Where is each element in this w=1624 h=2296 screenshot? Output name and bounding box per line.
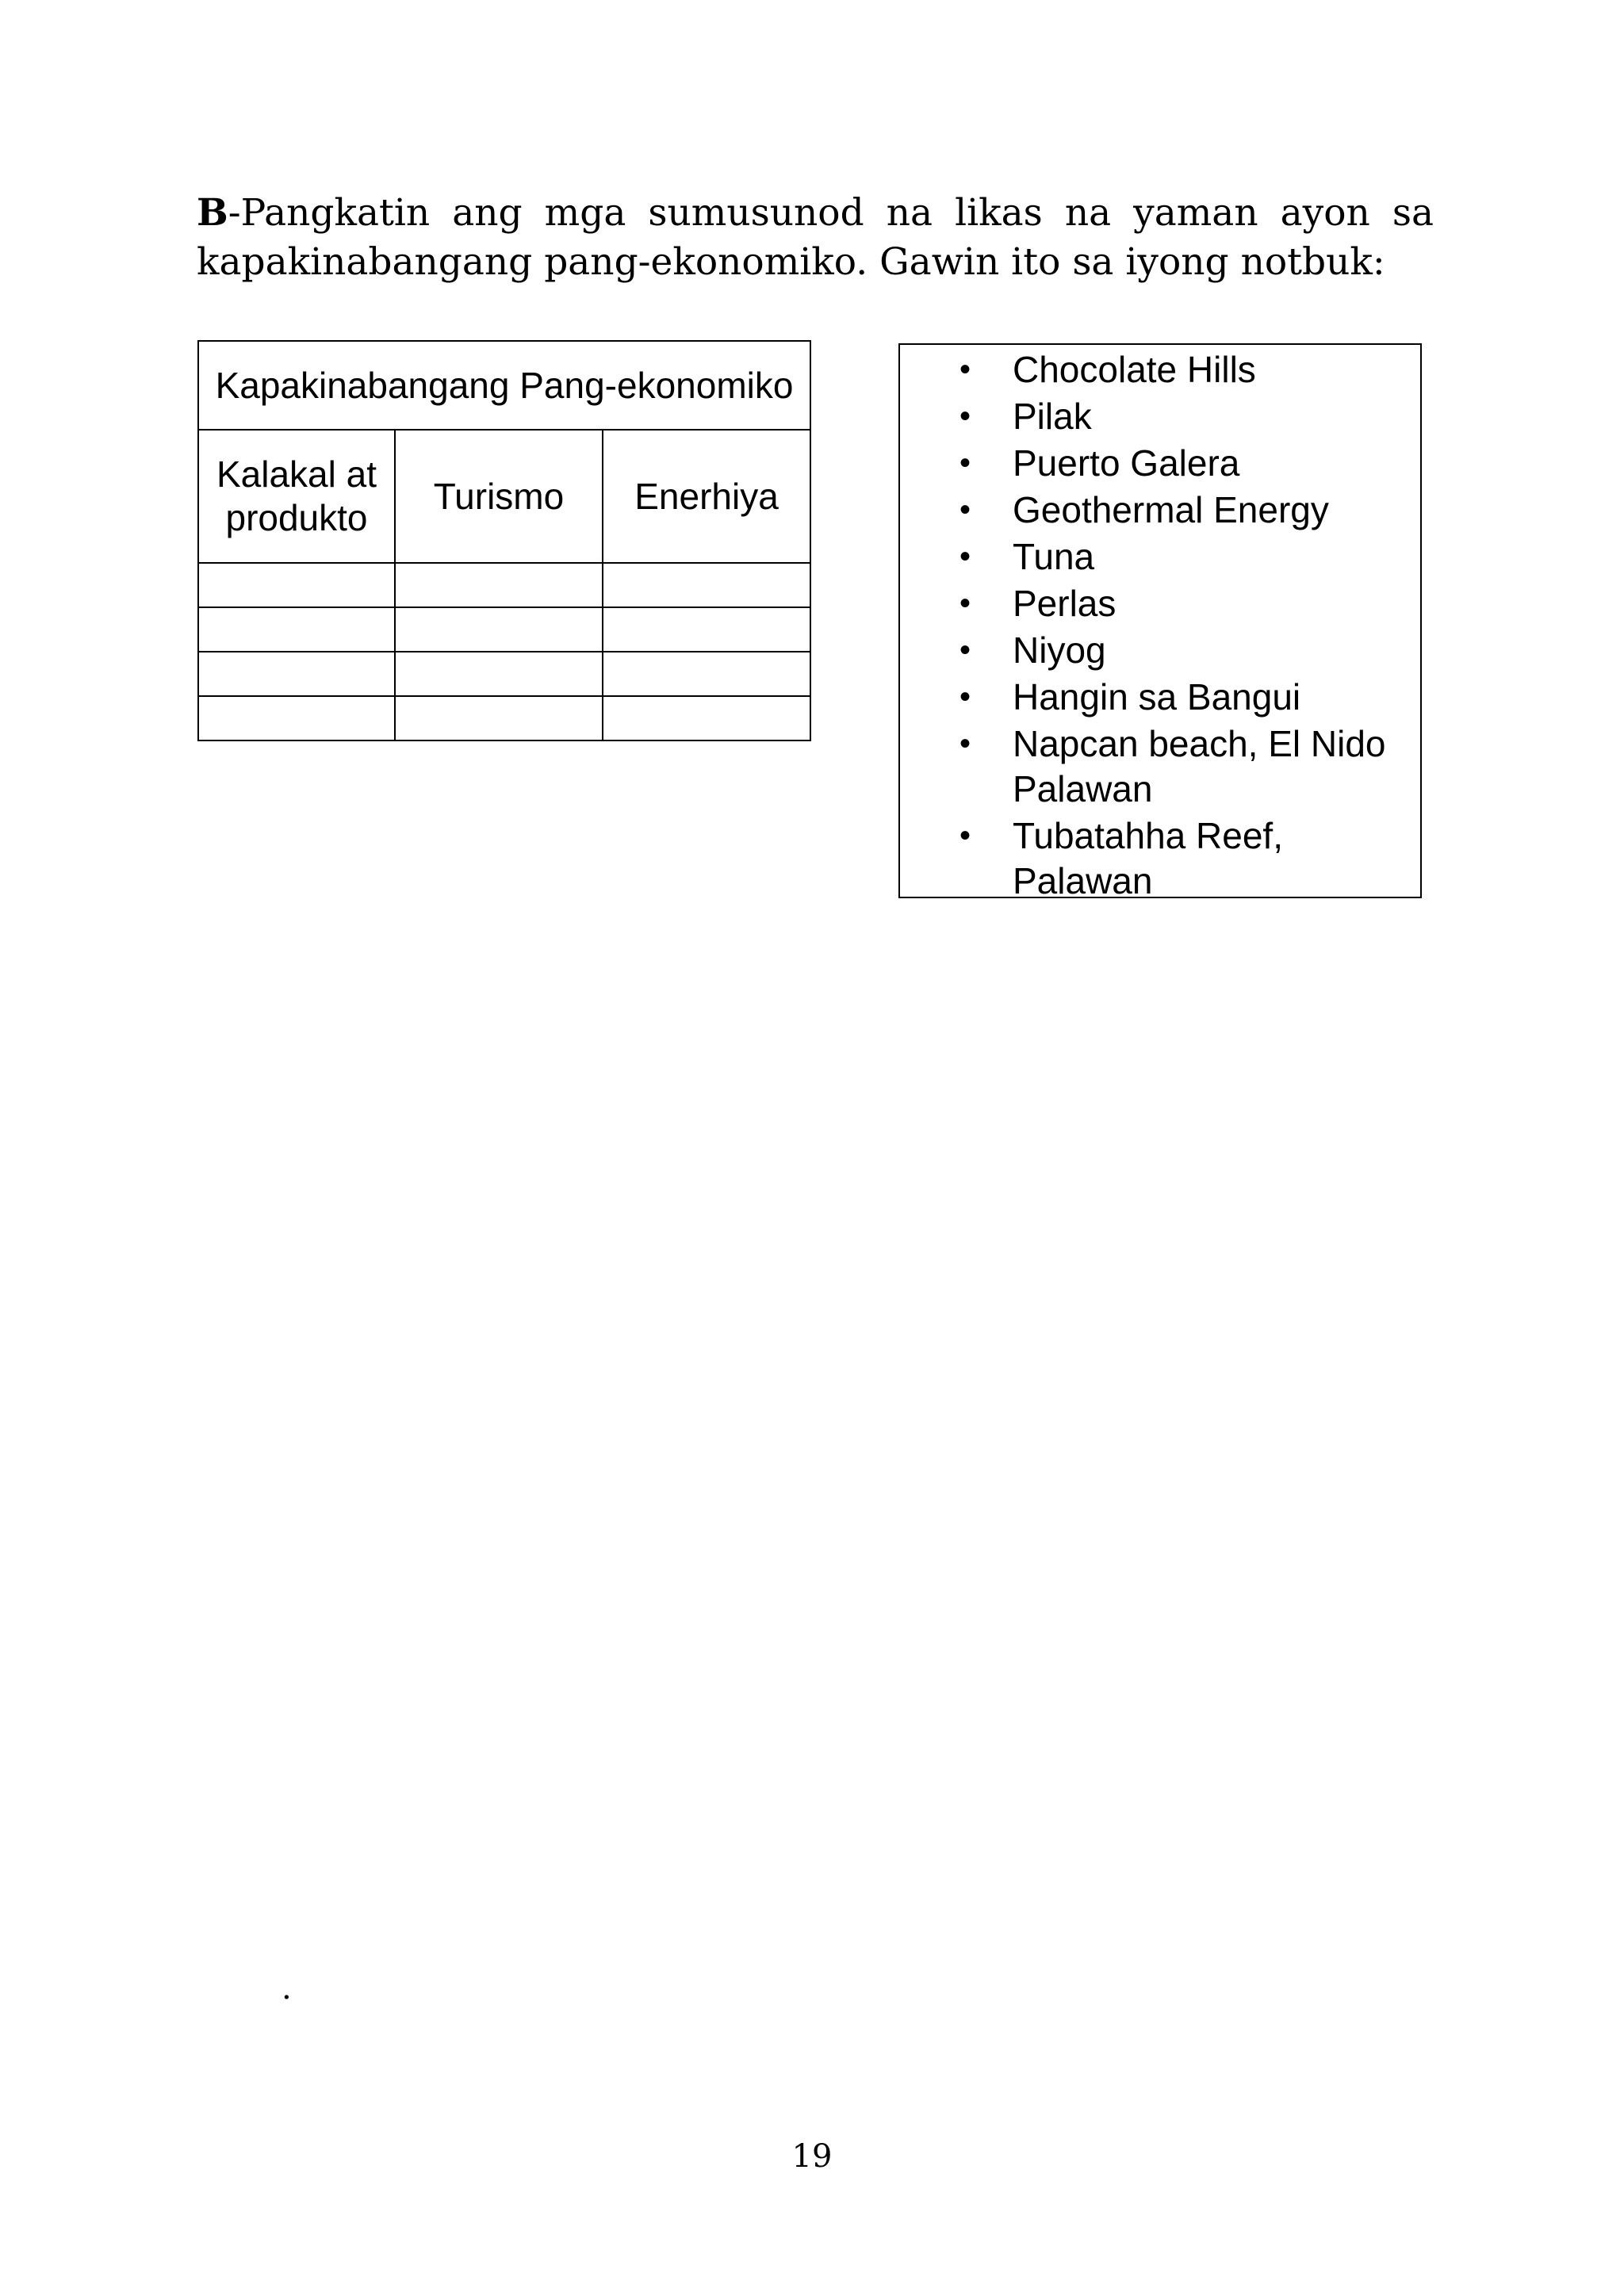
list-item <box>900 813 1408 904</box>
list-item-label: Hangin sa Bangui <box>1013 676 1301 718</box>
blank-cell <box>198 696 395 740</box>
list-item <box>900 534 1408 580</box>
bullet-icon: • <box>959 726 971 761</box>
bullet-icon: • <box>959 446 971 480</box>
list-item-label: Geothermal Energy <box>1013 489 1329 530</box>
list-item <box>900 441 1408 486</box>
bullet-icon: • <box>959 679 971 714</box>
table-group-header: Kapakinabangang Pang-ekonomiko <box>198 341 810 430</box>
list-item <box>900 721 1408 812</box>
list-item <box>900 347 1408 392</box>
blank-cell <box>198 607 395 652</box>
bullet-icon: • <box>959 633 971 668</box>
list-item-label: Tubatahha Reef, Palawan <box>1013 815 1283 901</box>
list-item-label: Pilak <box>1013 396 1092 437</box>
column-header-turismo: Turismo <box>395 430 603 563</box>
blank-cell <box>395 563 603 607</box>
stray-dot-mark: . <box>282 1970 292 2007</box>
bullet-icon: • <box>959 492 971 527</box>
blank-cell <box>603 652 810 696</box>
list-item-label: Tuna <box>1013 536 1095 577</box>
bullet-icon: • <box>959 818 971 853</box>
blank-cell <box>198 563 395 607</box>
table-row <box>198 696 810 740</box>
list-item-label: Niyog <box>1013 629 1106 671</box>
column-header-kalakal: Kalakal at produkto <box>198 430 395 563</box>
table-column-header-row <box>198 430 810 563</box>
blank-cell <box>603 563 810 607</box>
blank-cell <box>603 607 810 652</box>
list-item-label: Chocolate Hills <box>1013 349 1256 390</box>
instruction-body: -Pangkatin ang mga sumusunod na likas na yaman ayon sa kapakinabangang pang-ekonomiko. Gawin ito sa iyong notbuk: <box>197 191 1434 284</box>
list-item <box>900 488 1408 533</box>
list-item <box>900 581 1408 626</box>
list-item-label: Puerto Galera <box>1013 442 1240 484</box>
list-item <box>900 675 1408 720</box>
blank-cell <box>395 607 603 652</box>
bullet-icon: • <box>959 399 971 434</box>
list-item-label: Perlas <box>1013 583 1116 624</box>
page-number: 19 <box>791 2138 833 2175</box>
blank-cell <box>603 696 810 740</box>
resources-list <box>900 347 1408 905</box>
blank-cell <box>395 696 603 740</box>
classification-table <box>197 340 811 741</box>
list-item <box>900 394 1408 439</box>
instruction-lead-letter: B <box>197 191 228 235</box>
bullet-icon: • <box>959 586 971 621</box>
blank-cell <box>198 652 395 696</box>
blank-cell <box>395 652 603 696</box>
resources-list-box <box>898 343 1422 901</box>
classification-table-wrapper <box>197 340 810 741</box>
instruction-text <box>197 189 1434 287</box>
column-header-enerhiya: Enerhiya <box>603 430 810 563</box>
table-row <box>198 563 810 607</box>
table-row <box>198 652 810 696</box>
table-group-header-row <box>198 341 810 430</box>
bullet-icon: • <box>959 539 971 574</box>
bullet-icon: • <box>959 352 971 387</box>
list-item <box>900 628 1408 673</box>
list-item-label: Napcan beach, El Nido Palawan <box>1013 723 1386 809</box>
table-row <box>198 607 810 652</box>
